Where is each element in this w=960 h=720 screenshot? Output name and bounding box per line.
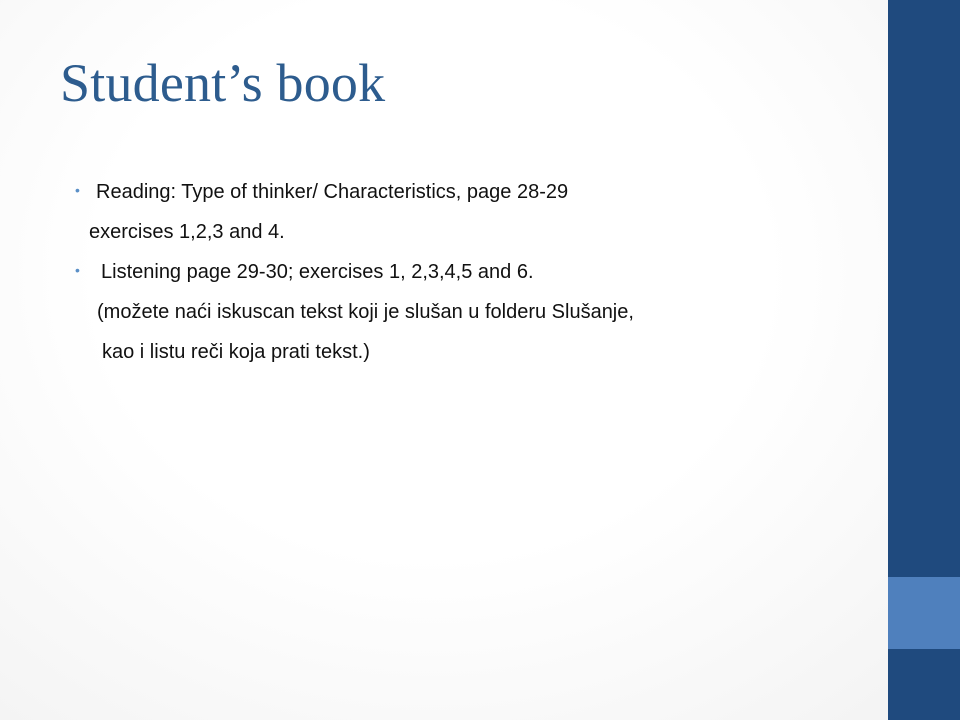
bullet-dot: • (75, 262, 80, 278)
line-text: Listening page 29-30; exercises 1, 2,3,4,5 and 6. (101, 261, 534, 283)
continuation-line-exercises (75, 212, 875, 252)
line-text: (možete naći iskuscan tekst koji je slušan u folderu Slušanje, (97, 301, 634, 323)
bullet-line-reading (75, 172, 875, 212)
line-text: kao i listu reči koja prati tekst.) (102, 341, 370, 363)
slide-title: Student’s book (60, 53, 386, 113)
slide-body (75, 172, 875, 372)
side-rail-accent (888, 577, 960, 649)
bullet-line-listening (75, 252, 875, 292)
continuation-line-note-end (75, 332, 875, 372)
line-text: Reading: Type of thinker/ Characteristics, page 28-29 (96, 181, 569, 203)
line-text: exercises 1,2,3 and 4. (89, 221, 285, 243)
continuation-line-note (75, 292, 875, 332)
bullet-dot: • (75, 182, 80, 198)
